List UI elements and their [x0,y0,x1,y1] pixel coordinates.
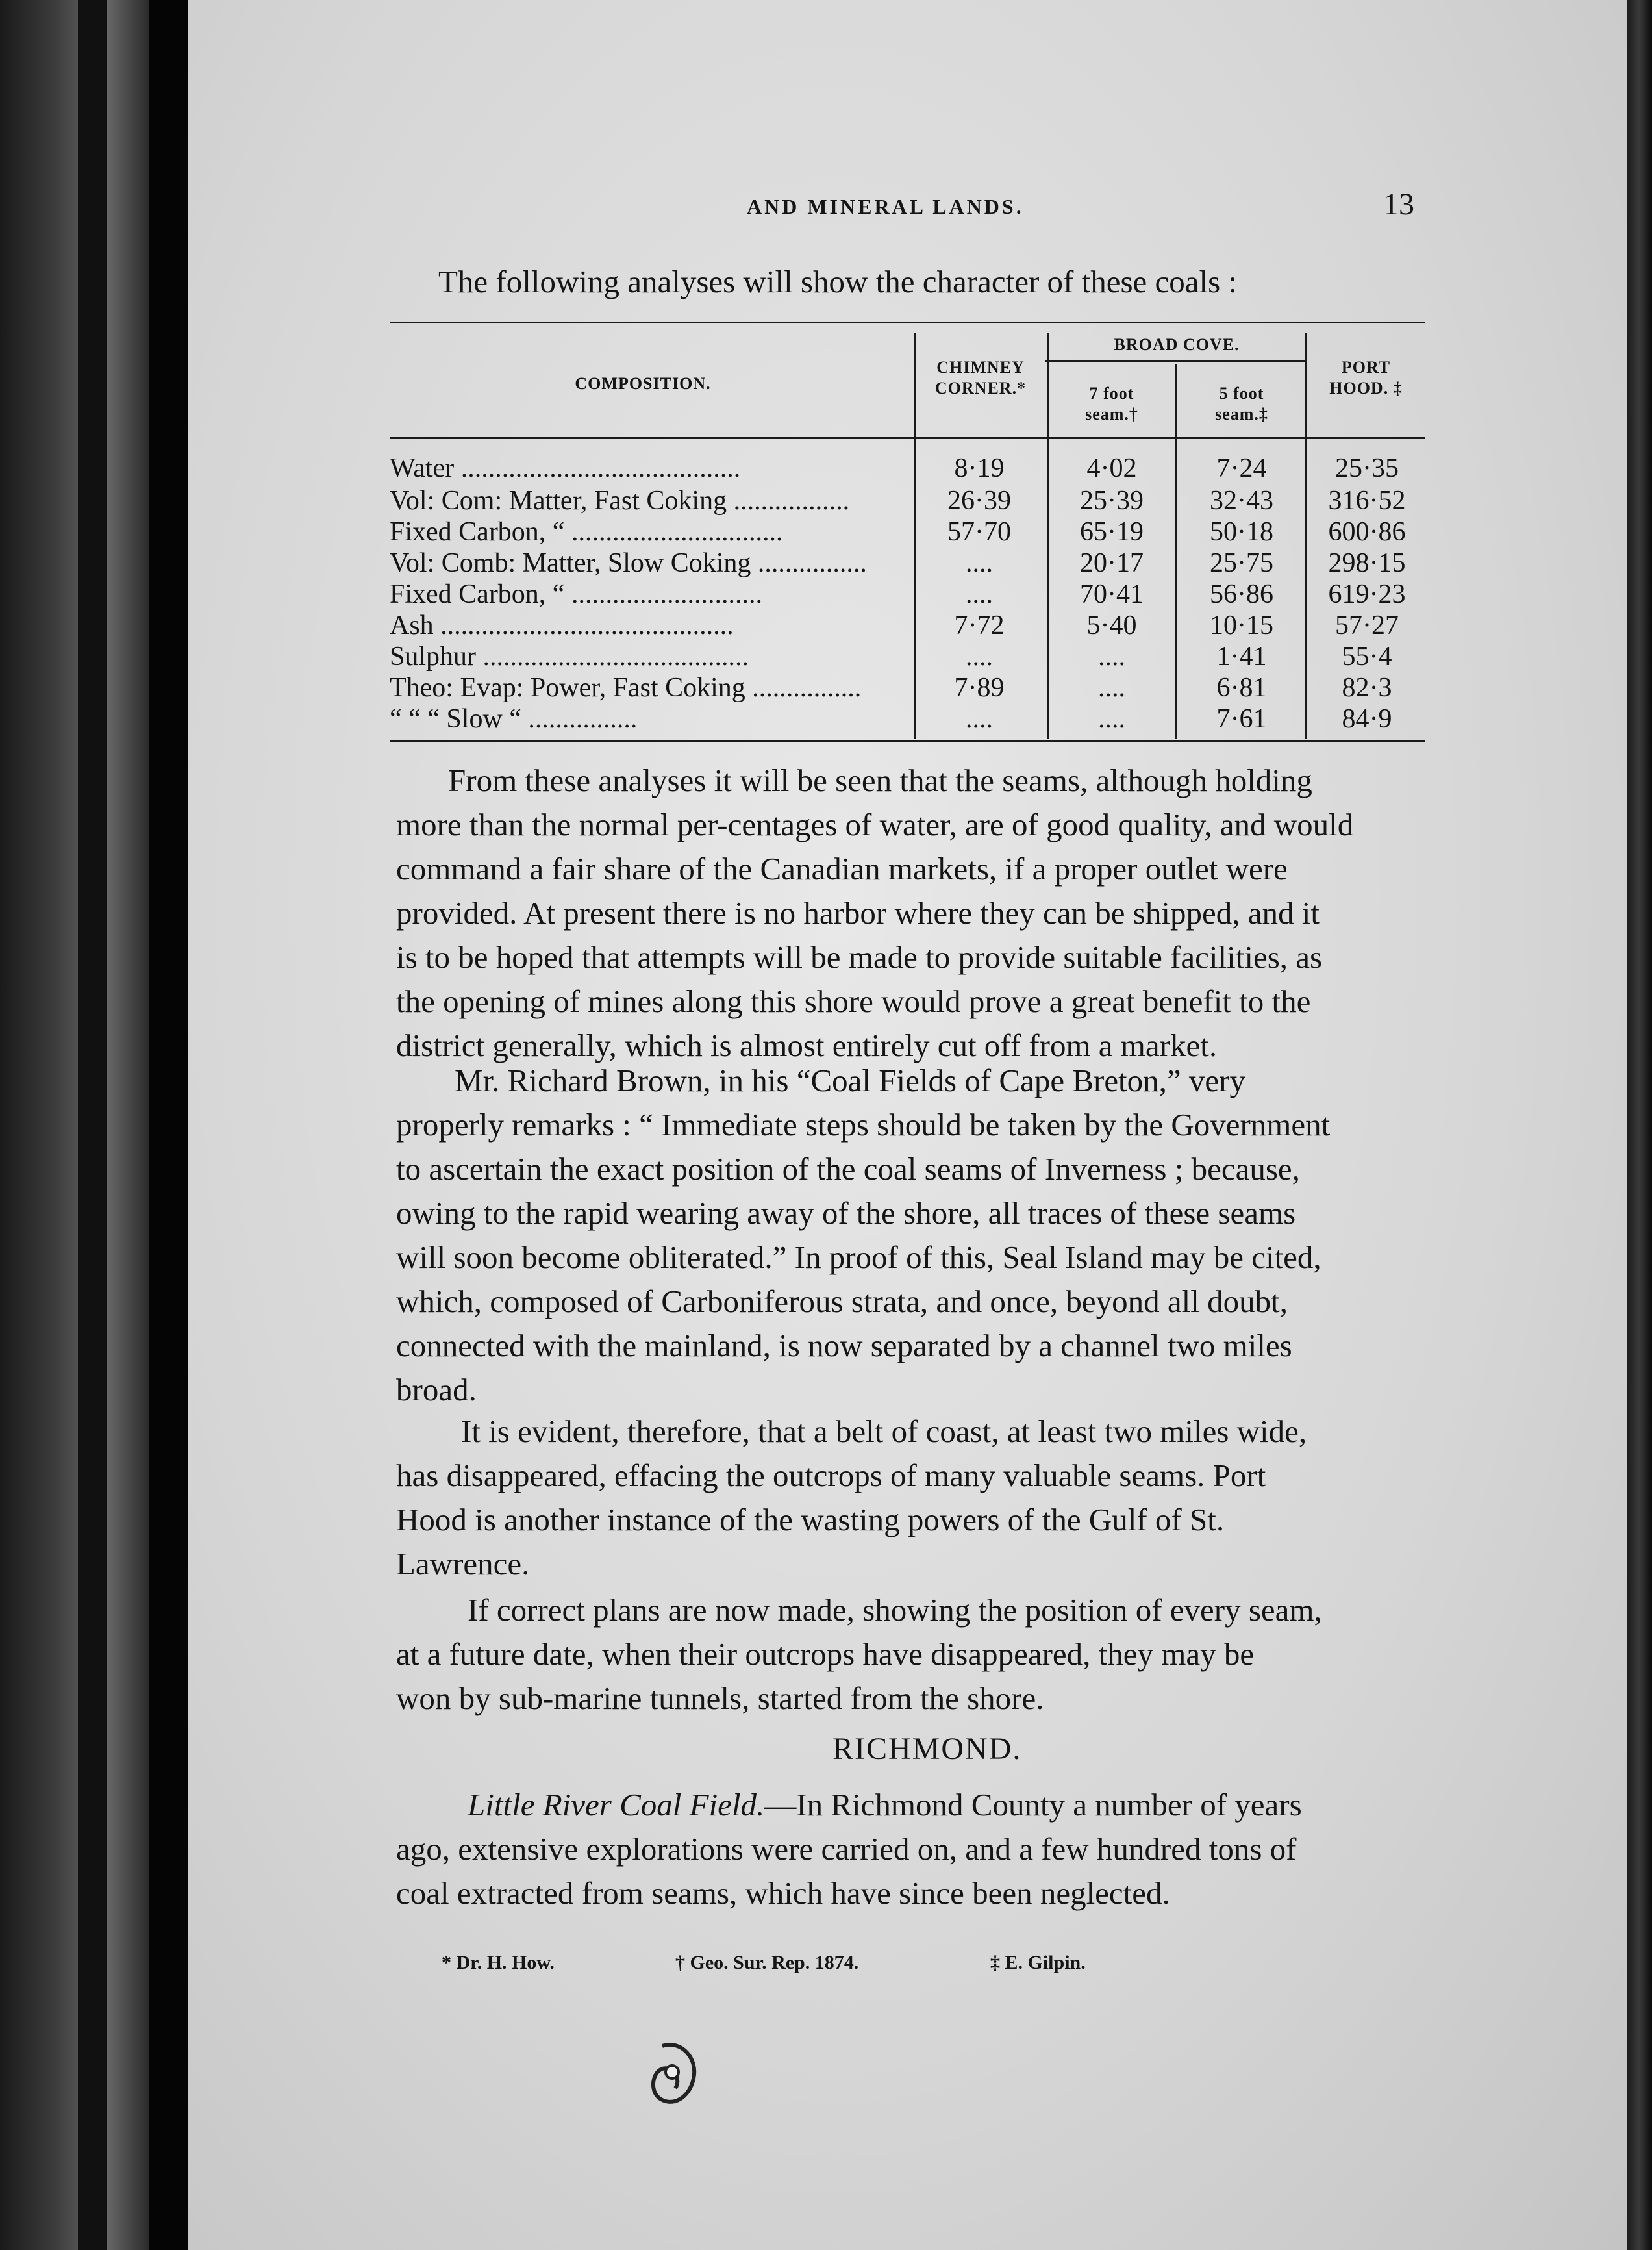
cell-chimney: .... [966,642,993,672]
cell-seam7: 5·40 [1086,611,1137,640]
book-gutter [149,0,188,2250]
text-line: will soon become obliterated.” In proof of this, Seal Island may be cited, [396,1239,1321,1275]
cell-seam7: 20·17 [1080,548,1144,578]
page-number: 13 [1383,187,1414,221]
text-line: district generally, which is almost entirely cut off from a market. [396,1028,1218,1063]
header-composition: COMPOSITION. [575,374,711,393]
text-line: to ascertain the exact position of the coal seams of Inverness ; because, [396,1151,1300,1187]
table-header-rule [390,437,1425,439]
header-seam5-line2: seam.‡ [1215,405,1268,423]
cell-port-hood: 600·86 [1328,517,1406,547]
header-7-foot-seam [1047,383,1177,425]
header-chimney-line1: CHIMNEY [936,358,1025,377]
row-label: Fixed Carbon, “ ............................ [390,579,762,609]
page-right-edge [1627,0,1652,2250]
cell-seam5: 6·81 [1216,673,1267,703]
cell-port-hood: 84·9 [1342,704,1392,734]
cell-chimney: 7·89 [954,673,1005,703]
text-line: coal extracted from seams, which have since been neglected. [396,1875,1170,1911]
facing-page-shadow [78,0,107,2250]
paragraph-little-river [396,1783,1455,1915]
text-line: provided. At present there is no harbor where they can be shipped, and it [396,895,1320,931]
running-title: AND MINERAL LANDS. [747,195,1024,218]
header-port-line2: HOOD. ‡ [1329,379,1403,398]
paragraph-analysis-summary [396,759,1455,1068]
cell-seam7: 70·41 [1080,579,1144,609]
text-line: is to be hoped that attempts will be made to provide suitable facilities, as [396,939,1323,975]
cell-seam7: .... [1098,673,1125,703]
cell-port-hood: 82·3 [1342,673,1392,703]
header-seam5-line1: 5 foot [1219,384,1264,403]
cell-seam7: 65·19 [1080,517,1144,547]
cell-port-hood: 55·4 [1342,642,1392,672]
row-label: “ “ “ Slow “ ................ [390,704,638,734]
lead-rest: —In Richmond County a number of years [764,1787,1302,1823]
cell-port-hood: 57·27 [1335,611,1399,640]
cell-chimney: 57·70 [947,517,1011,547]
text-line: more than the normal per-centages of water, are of good quality, and would [396,807,1354,842]
cell-seam7: .... [1098,642,1125,672]
text-line: which, composed of Carboniferous strata, and once, beyond all doubt, [396,1283,1288,1319]
text-line: connected with the mainland, is now separated by a channel two miles [396,1328,1292,1363]
cell-port-hood: 619·23 [1328,579,1406,609]
footnote-gilpin: ‡ E. Gilpin. [990,1952,1086,1973]
header-broad-cove: BROAD COVE. [1114,335,1240,354]
header-seam7-line2: seam.† [1085,405,1138,423]
section-heading-richmond: RICHMOND. [832,1732,1022,1766]
cell-port-hood: 316·52 [1328,486,1406,516]
text-line: If correct plans are now made, showing the position of every seam, [468,1592,1322,1628]
cell-chimney: 26·39 [947,486,1011,516]
row-label: Vol: Comb: Matter, Slow Coking ................ [390,548,867,578]
text-line: From these analyses it will be seen that the seams, although holding [448,763,1312,798]
text-line: command a fair share of the Canadian markets, if a proper outlet were [396,851,1288,887]
text-line-lead [396,1783,1455,1827]
text-line: properly remarks : “ Immediate steps should be taken by the Government [396,1107,1331,1143]
cell-chimney: .... [966,704,993,734]
row-label: Sulphur ....................................... [390,642,749,672]
cell-seam5: 56·86 [1210,579,1273,609]
text-line: It is evident, therefore, that a belt of coast, at least two miles wide, [461,1413,1307,1449]
row-label: Fixed Carbon, “ ............................... [390,517,783,547]
cell-seam5: 7·24 [1216,453,1267,483]
footnote-how: * Dr. H. How. [442,1952,555,1973]
cell-seam5: 7·61 [1216,704,1267,734]
text-line: has disappeared, effacing the outcrops of many valuable seams. Port [396,1458,1266,1493]
facing-page-edge [0,0,149,2250]
cell-chimney: 8·19 [954,453,1005,483]
cell-chimney: .... [966,579,993,609]
text-line: broad. [396,1372,477,1408]
paragraph-richard-brown [396,1059,1455,1412]
paragraph-belt-of-coast [396,1409,1455,1586]
cell-port-hood: 25·35 [1335,453,1399,483]
cell-seam7: .... [1098,704,1125,734]
header-chimney-corner [916,357,1045,399]
text-line: the opening of mines along this shore would prove a great benefit to the [396,983,1311,1019]
text-line: owing to the rapid wearing away of the shore, all traces of these seams [396,1195,1296,1231]
cell-seam5: 10·15 [1210,611,1273,640]
library-stamp-icon [636,2033,714,2117]
cell-seam5: 50·18 [1210,517,1273,547]
cell-seam5: 1·41 [1216,642,1267,672]
text-line: ago, extensive explorations were carried on, and a few hundred tons of [396,1831,1297,1867]
paragraph-correct-plans [396,1588,1455,1721]
table-bottom-rule [390,740,1425,742]
broad-cove-rule [1045,360,1305,362]
table-top-rule [390,322,1425,323]
row-label: Vol: Com: Matter, Fast Coking ................. [390,486,850,516]
text-line: Mr. Richard Brown, in his “Coal Fields of Cape Breton,” very [455,1063,1245,1098]
row-label: Theo: Evap: Power, Fast Coking ................ [390,673,862,703]
cell-chimney: 7·72 [954,611,1005,640]
italic-lead: Little River Coal Field. [468,1787,765,1823]
header-chimney-line2: CORNER.* [934,379,1027,398]
cell-port-hood: 298·15 [1328,548,1406,578]
header-port-hood [1307,357,1425,399]
coal-analysis-table [390,322,1425,744]
cell-chimney: .... [966,548,993,578]
cell-seam7: 25·39 [1080,486,1144,516]
header-seam7-line1: 7 foot [1089,384,1134,403]
header-port-line1: PORT [1341,358,1391,377]
intro-sentence: The following analyses will show the character of these coals : [438,264,1238,299]
text-line: Lawrence. [396,1546,530,1582]
cell-seam5: 25·75 [1210,548,1273,578]
text-line: at a future date, when their outcrops have disappeared, they may be [396,1636,1255,1672]
row-label: Water ......................................... [390,453,741,483]
text-line: won by sub-marine tunnels, started from the shore. [396,1680,1044,1716]
cell-seam5: 32·43 [1210,486,1273,516]
row-label: Ash ........................................... [390,611,734,640]
header-5-foot-seam [1177,383,1307,425]
text-line: Hood is another instance of the wasting powers of the Gulf of St. [396,1502,1225,1537]
cell-seam7: 4·02 [1086,453,1137,483]
footnote-geo-survey: † Geo. Sur. Rep. 1874. [675,1952,859,1973]
